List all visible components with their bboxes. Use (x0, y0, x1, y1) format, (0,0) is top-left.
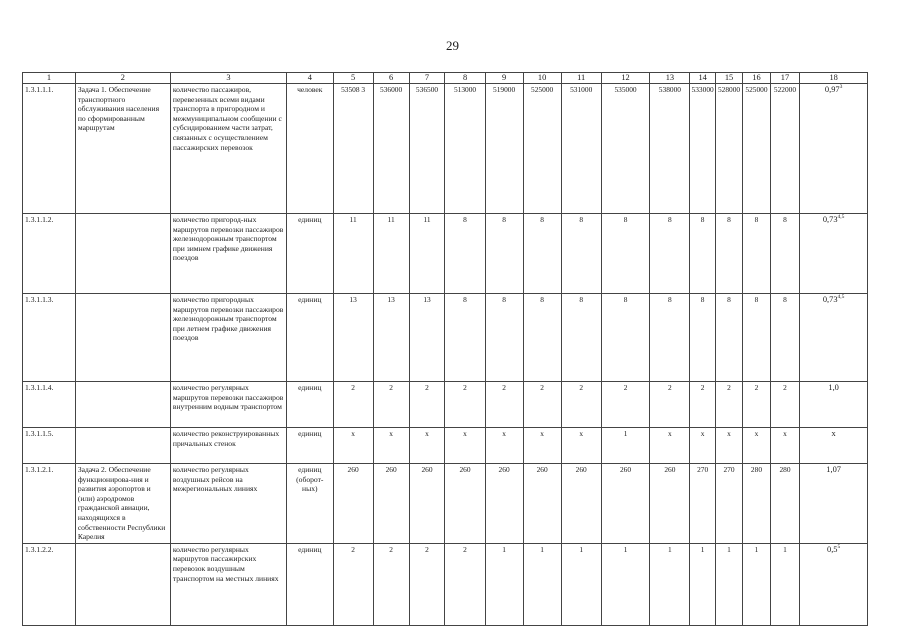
value-cell: 8 (445, 294, 485, 382)
value-cell: 1 (715, 543, 742, 625)
value-cell: 260 (650, 464, 690, 544)
value-cell: 528000 (715, 84, 742, 214)
value-cell: 8 (743, 294, 770, 382)
column-header: 3 (170, 73, 286, 84)
value-cell: 8 (485, 214, 523, 294)
column-header: 14 (690, 73, 715, 84)
unit-cell: единиц (287, 214, 333, 294)
ratio-footnote: 3 (839, 84, 843, 91)
value-cell: 13 (373, 294, 409, 382)
table-row (23, 428, 868, 464)
column-header: 18 (800, 73, 868, 84)
indicator-cell: количество пассажиров, перевезенных всеми видами транспорта в пригородном и межмуниципальном сообщении с субсидированием части затрат, связанных с осуществлением пассажирских перевозок (170, 84, 286, 214)
value-cell: 533000 (690, 84, 715, 214)
column-header: 8 (445, 73, 485, 84)
value-cell: 513000 (445, 84, 485, 214)
value-cell: 11 (373, 214, 409, 294)
column-header: 15 (715, 73, 742, 84)
value-cell: 8 (601, 294, 650, 382)
value-cell: x (523, 428, 561, 464)
table-row (23, 382, 868, 428)
row-code: 1.3.1.2.2. (23, 543, 76, 625)
task-cell: Задача 2. Обеспечение функционирова-ния и развития аэропортов и (или) аэродромов гражданской авиации, находящихся в собственности Республики Карелия (75, 464, 170, 544)
value-cell: 8 (770, 214, 800, 294)
task-cell: Задача 1. Обеспечение транспортного обслуживания населения по сформированным маршрутам (75, 84, 170, 214)
table-row (23, 294, 868, 382)
row-code: 1.3.1.1.2. (23, 214, 76, 294)
value-cell: 8 (690, 214, 715, 294)
ratio-value: x (831, 429, 836, 438)
value-cell: 519000 (485, 84, 523, 214)
value-cell: 2 (409, 382, 445, 428)
value-cell: x (409, 428, 445, 464)
value-cell: 1 (650, 543, 690, 625)
value-cell: x (650, 428, 690, 464)
value-cell: 270 (690, 464, 715, 544)
table-row (23, 214, 868, 294)
value-cell: 8 (561, 294, 601, 382)
value-cell: x (561, 428, 601, 464)
value-cell: 2 (333, 543, 373, 625)
task-cell (75, 214, 170, 294)
value-cell: 1 (485, 543, 523, 625)
value-cell: x (445, 428, 485, 464)
ratio-value: 0,97 (824, 85, 840, 94)
column-header: 5 (333, 73, 373, 84)
value-cell: 8 (485, 294, 523, 382)
value-cell: 2 (690, 382, 715, 428)
value-cell: 538000 (650, 84, 690, 214)
unit-cell: единиц (оборот-ных) (287, 464, 333, 544)
value-cell: 1 (523, 543, 561, 625)
value-cell: x (770, 428, 800, 464)
column-header: 9 (485, 73, 523, 84)
value-cell: 8 (770, 294, 800, 382)
ratio-cell (800, 84, 868, 214)
value-cell: 2 (523, 382, 561, 428)
value-cell: 2 (650, 382, 690, 428)
value-cell: x (333, 428, 373, 464)
indicator-cell: количество пригород-ных маршрутов перевозки пассажиров железнодорожным транспортом при зимнем графике движения поездов (170, 214, 286, 294)
value-cell: 531000 (561, 84, 601, 214)
value-cell: 525000 (743, 84, 770, 214)
value-cell: 2 (561, 382, 601, 428)
value-cell: 2 (333, 382, 373, 428)
value-cell: 260 (523, 464, 561, 544)
ratio-cell (800, 464, 868, 544)
task-cell (75, 428, 170, 464)
row-code: 1.3.1.1.5. (23, 428, 76, 464)
value-cell: x (690, 428, 715, 464)
value-cell: 8 (715, 214, 742, 294)
ratio-cell (800, 214, 868, 294)
value-cell: 13 (333, 294, 373, 382)
ratio-cell (800, 428, 868, 464)
value-cell: 8 (523, 214, 561, 294)
ratio-value: 1,0 (828, 383, 839, 392)
value-cell: 2 (601, 382, 650, 428)
ratio-value: 1,07 (826, 465, 841, 474)
value-cell: 1 (561, 543, 601, 625)
value-cell: 8 (650, 294, 690, 382)
value-cell: 1 (770, 543, 800, 625)
value-cell: x (743, 428, 770, 464)
value-cell: 11 (409, 214, 445, 294)
value-cell: 2 (445, 543, 485, 625)
ratio-footnote: 4,5 (837, 214, 845, 221)
unit-cell: единиц (287, 543, 333, 625)
value-cell: 536500 (409, 84, 445, 214)
value-cell: 8 (690, 294, 715, 382)
column-header: 7 (409, 73, 445, 84)
value-cell: 8 (601, 214, 650, 294)
row-code: 1.3.1.1.3. (23, 294, 76, 382)
value-cell: 2 (409, 543, 445, 625)
value-cell: 2 (770, 382, 800, 428)
ratio-footnote: 4,5 (837, 294, 845, 301)
value-cell: 8 (715, 294, 742, 382)
task-cell (75, 382, 170, 428)
ratio-value: 0,73 (822, 295, 838, 304)
indicator-cell: количество регулярных маршрутов перевозки пассажиров внутренним водным транспортом (170, 382, 286, 428)
value-cell: x (715, 428, 742, 464)
value-cell: 1 (743, 543, 770, 625)
task-cell (75, 294, 170, 382)
ratio-cell (800, 382, 868, 428)
column-header: 10 (523, 73, 561, 84)
indicator-cell: количество регулярных маршрутов пассажирских перевозок воздушным транспортом на местных линиях (170, 543, 286, 625)
ratio-value: 0,73 (822, 215, 838, 224)
value-cell: x (373, 428, 409, 464)
value-cell: 270 (715, 464, 742, 544)
value-cell: 8 (650, 214, 690, 294)
value-cell: 535000 (601, 84, 650, 214)
ratio-footnote: 5 (837, 543, 841, 550)
column-header: 13 (650, 73, 690, 84)
value-cell: 8 (743, 214, 770, 294)
value-cell: 260 (601, 464, 650, 544)
indicator-cell: количество пригородных маршрутов перевозки пассажиров железнодорожным транспортом при летнем графике движения поездов (170, 294, 286, 382)
value-cell: 1 (601, 428, 650, 464)
indicators-table (22, 72, 868, 626)
unit-cell: единиц (287, 294, 333, 382)
value-cell: 260 (409, 464, 445, 544)
value-cell: 525000 (523, 84, 561, 214)
value-cell: 13 (409, 294, 445, 382)
value-cell: 280 (770, 464, 800, 544)
column-header: 16 (743, 73, 770, 84)
unit-cell: человек (287, 84, 333, 214)
value-cell: 53508 3 (333, 84, 373, 214)
column-header: 11 (561, 73, 601, 84)
value-cell: 2 (743, 382, 770, 428)
value-cell: 2 (715, 382, 742, 428)
indicator-cell: количество регулярных воздушных рейсов на межрегиональных линиях (170, 464, 286, 544)
value-cell: 260 (373, 464, 409, 544)
column-header: 1 (23, 73, 76, 84)
value-cell: 280 (743, 464, 770, 544)
column-header: 2 (75, 73, 170, 84)
ratio-value: 0,5 (827, 544, 838, 554)
indicator-cell: количество реконструированных причальных стенок (170, 428, 286, 464)
ratio-cell (800, 543, 868, 625)
table-row (23, 543, 868, 625)
unit-cell: единиц (287, 382, 333, 428)
column-header: 4 (287, 73, 333, 84)
row-code: 1.3.1.1.4. (23, 382, 76, 428)
value-cell: 260 (485, 464, 523, 544)
value-cell: 11 (333, 214, 373, 294)
value-cell: 260 (445, 464, 485, 544)
value-cell: 2 (373, 543, 409, 625)
column-header: 12 (601, 73, 650, 84)
value-cell: 8 (523, 294, 561, 382)
column-header: 17 (770, 73, 800, 84)
row-code: 1.3.1.1.1. (23, 84, 76, 214)
value-cell: 8 (445, 214, 485, 294)
row-code: 1.3.1.2.1. (23, 464, 76, 544)
ratio-cell (800, 294, 868, 382)
table-row (23, 84, 868, 214)
value-cell: 2 (373, 382, 409, 428)
page-number: 29 (446, 38, 459, 53)
value-cell: 2 (445, 382, 485, 428)
value-cell: 2 (485, 382, 523, 428)
task-cell (75, 543, 170, 625)
column-header: 6 (373, 73, 409, 84)
table-row (23, 464, 868, 544)
value-cell: 536000 (373, 84, 409, 214)
value-cell: 260 (333, 464, 373, 544)
unit-cell: единиц (287, 428, 333, 464)
header-row (23, 73, 868, 84)
value-cell: 1 (601, 543, 650, 625)
value-cell: 260 (561, 464, 601, 544)
value-cell: 522000 (770, 84, 800, 214)
value-cell: x (485, 428, 523, 464)
value-cell: 1 (690, 543, 715, 625)
value-cell: 8 (561, 214, 601, 294)
